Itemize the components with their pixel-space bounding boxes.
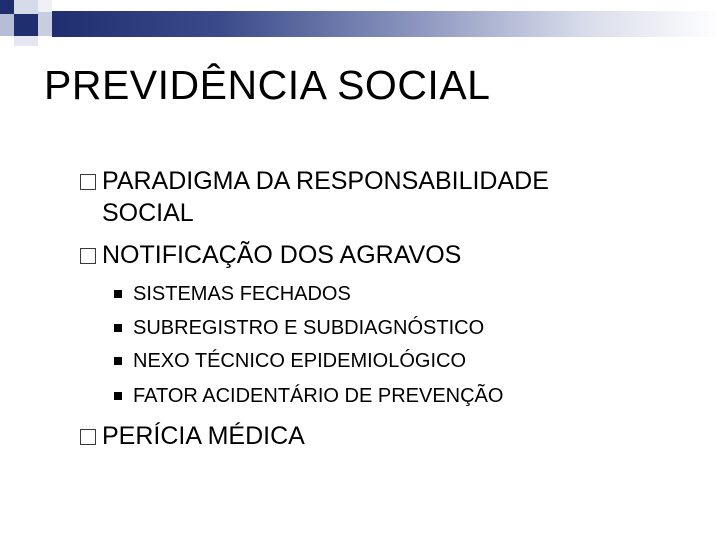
- sub-bullet-item: [114, 381, 503, 411]
- hollow-square-bullet-icon: [80, 429, 96, 445]
- bullet-item: [80, 165, 549, 197]
- deco-square: [0, 14, 14, 36]
- deco-square: [0, 0, 14, 14]
- filled-square-bullet-icon: [114, 357, 122, 365]
- filled-square-bullet-icon: [114, 290, 122, 298]
- header-gradient-bar: [52, 11, 720, 37]
- bullet-text: PARADIGMA DA RESPONSABILIDADE: [102, 167, 549, 195]
- sub-bullet-text: SUBREGISTRO E SUBDIAGNÓSTICO: [133, 317, 485, 339]
- deco-square: [14, 14, 38, 36]
- filled-square-bullet-icon: [114, 324, 122, 332]
- sub-bullet-text: NEXO TÉCNICO EPIDEMIOLÓGICO: [133, 350, 467, 372]
- bullet-continuation: SOCIAL: [102, 199, 194, 227]
- deco-square: [38, 0, 52, 12]
- sub-bullet-item: [114, 346, 466, 376]
- sub-bullet-item: [114, 279, 351, 309]
- sub-bullet-text: SISTEMAS FECHADOS: [133, 283, 351, 305]
- bullet-text: NOTIFICAÇÃO DOS AGRAVOS: [102, 241, 462, 269]
- slide-title: PREVIDÊNCIA SOCIAL: [44, 62, 491, 108]
- hollow-square-bullet-icon: [80, 248, 96, 264]
- sub-bullet-item: [114, 313, 484, 343]
- hollow-square-bullet-icon: [80, 174, 96, 190]
- deco-square: [14, 0, 38, 14]
- bullet-item: [80, 239, 461, 271]
- filled-square-bullet-icon: [114, 392, 122, 400]
- deco-square: [14, 36, 38, 46]
- deco-square: [38, 12, 52, 36]
- bullet-text: PERÍCIA MÉDICA: [102, 422, 305, 450]
- bullet-item: [80, 420, 305, 452]
- sub-bullet-text: FATOR ACIDENTÁRIO DE PREVENÇÃO: [133, 385, 504, 407]
